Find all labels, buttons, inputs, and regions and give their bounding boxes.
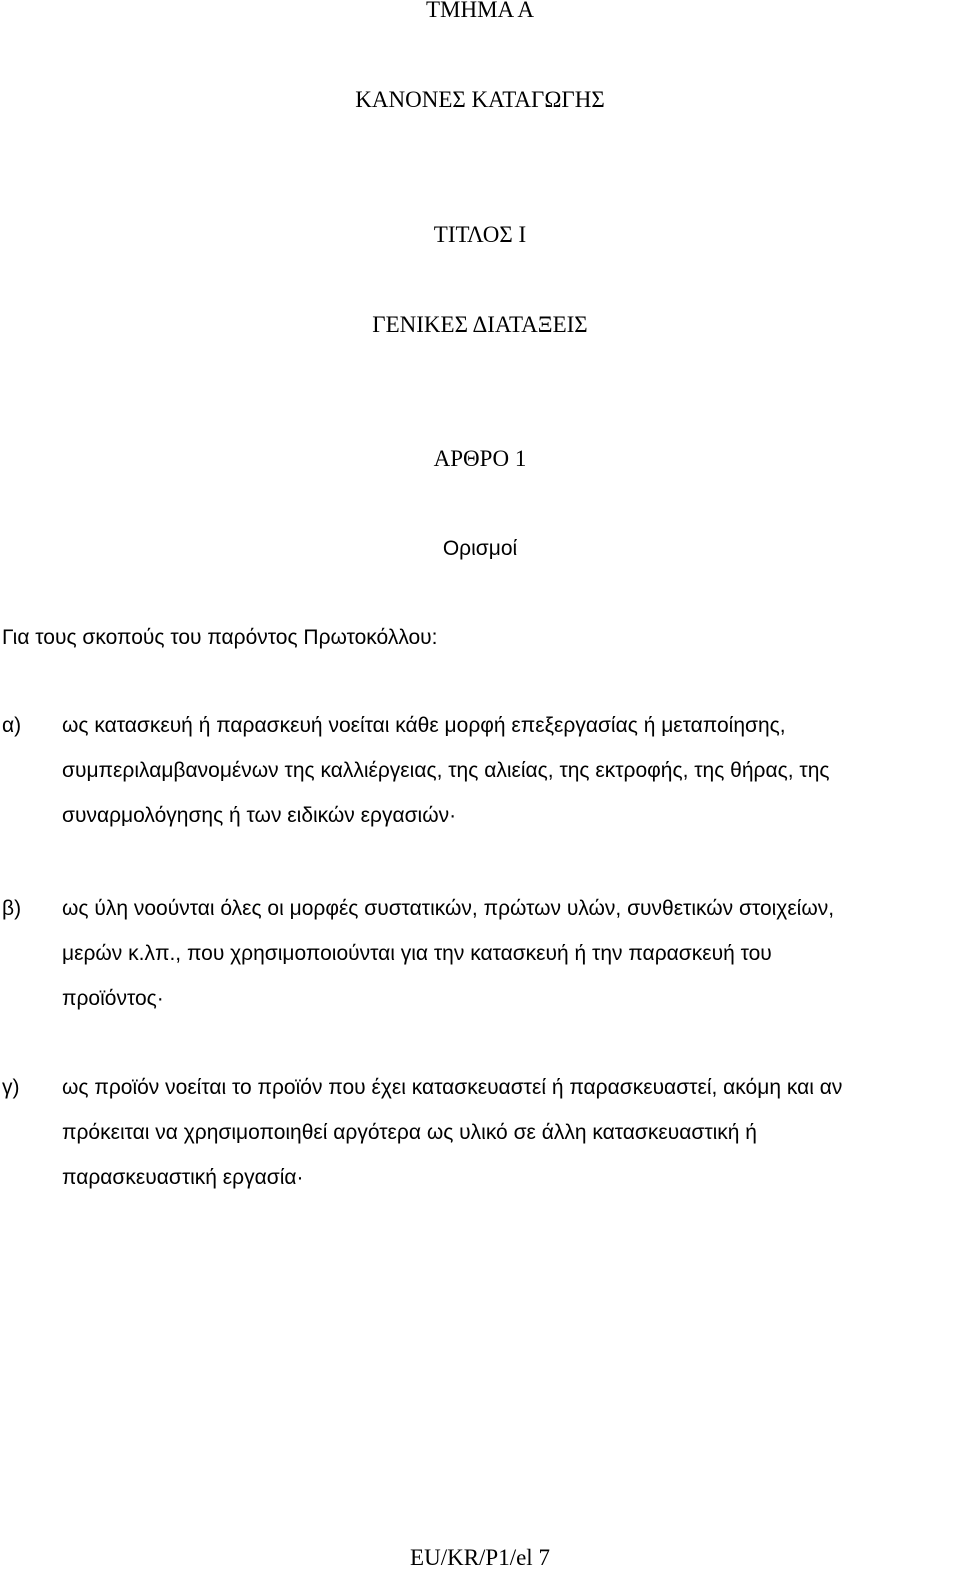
definition-label: α) — [2, 714, 22, 737]
definition-label: β) — [2, 897, 22, 920]
definition-label: γ) — [2, 1076, 20, 1099]
article-heading: ΑΡΘΡΟ 1 — [433, 446, 527, 471]
definition-line: συναρμολόγησης ή των ειδικών εργασιών· — [62, 804, 457, 827]
title-name: ΓΕΝΙΚΕΣ ΔΙΑΤΑΞΕΙΣ — [372, 312, 588, 337]
definition-line: πρόκειται να χρησιμοποιηθεί αργότερα ως υλικό σε άλλη κατασκευαστική ή — [62, 1121, 757, 1144]
title-heading: ΤΙΤΛΟΣ Ι — [433, 222, 527, 247]
definition-text — [62, 1074, 958, 1209]
definition-line: μερών κ.λπ., που χρησιμοποιούνται για την κατασκευή ή την παρασκευή του — [62, 942, 772, 965]
page-footer-reference: EU/KR/P1/el 7 — [410, 1545, 550, 1570]
definition-line: προϊόντος· — [62, 987, 164, 1010]
definition-line: ως προϊόν νοείται το προϊόν που έχει κατασκευαστεί ή παρασκευαστεί, ακόμη και αν — [62, 1076, 843, 1099]
definition-line: παρασκευαστική εργασία· — [62, 1166, 304, 1189]
definition-line: συμπεριλαμβανομένων της καλλιέργειας, της αλιείας, της εκτροφής, της θήρας, της — [62, 759, 830, 782]
section-heading: ΤΜΗΜΑ Α — [426, 0, 534, 22]
definition-line: ως κατασκευή ή παρασκευή νοείται κάθε μορφή επεξεργασίας ή μεταποίησης, — [62, 714, 786, 737]
section-title: ΚΑΝΟΝΕΣ ΚΑΤΑΓΩΓΗΣ — [355, 87, 605, 112]
article-name: Ορισμοί — [442, 537, 518, 560]
definition-line: ως ύλη νοούνται όλες οι μορφές συστατικών, πρώτων υλών, συνθετικών στοιχείων, — [62, 897, 835, 920]
intro-text: Για τους σκοπούς του παρόντος Πρωτοκόλλου: — [2, 626, 438, 649]
definition-text — [62, 712, 958, 847]
definition-text — [62, 895, 958, 1030]
